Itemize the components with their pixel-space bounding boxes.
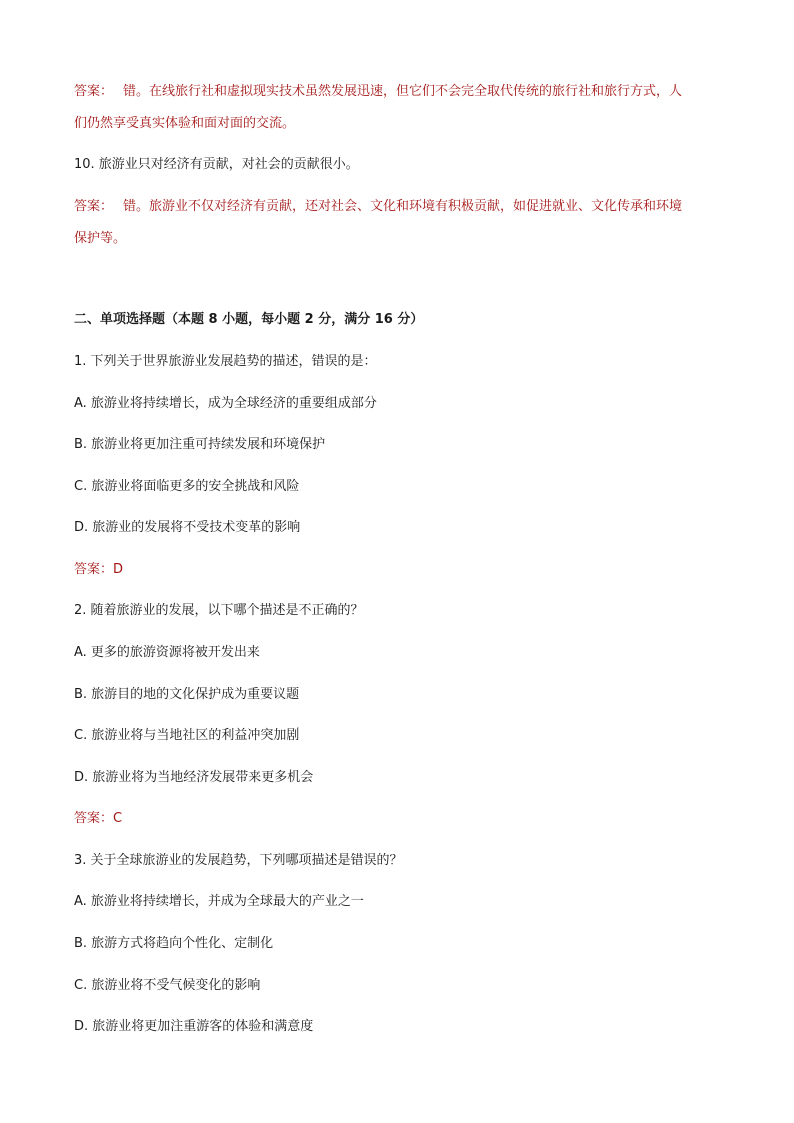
answer-body: 错。在线旅行社和虚拟现实技术虽然发展迅速，但它们不会完全取代传统的旅行社和旅行方式，人 <box>123 84 683 99</box>
option-c: C. 旅游业将不受气候变化的影响 <box>74 978 261 993</box>
answer-text <box>74 199 734 215</box>
answer-text <box>74 84 734 100</box>
question-text: 1. 下列关于世界旅游业发展趋势的描述，错误的是： <box>74 354 377 369</box>
option-c: C. 旅游业将与当地社区的利益冲突加剧 <box>74 728 300 743</box>
question-text: 3. 关于全球旅游业的发展趋势，下列哪项描述是错误的？ <box>74 853 403 868</box>
answer-text: 答案：D <box>74 562 124 577</box>
option-b: B. 旅游方式将趋向个性化、定制化 <box>74 936 274 951</box>
option-b: B. 旅游目的地的文化保护成为重要议题 <box>74 687 300 702</box>
question-text: 10. 旅游业只对经济有贡献，对社会的贡献很小。 <box>74 157 359 172</box>
option-a: A. 更多的旅游资源将被开发出来 <box>74 645 260 660</box>
option-d: D. 旅游业将更加注重游客的体验和满意度 <box>74 1019 314 1034</box>
option-a: A. 旅游业将持续增长，并成为全球最大的产业之一 <box>74 894 364 909</box>
option-d: D. 旅游业的发展将不受技术变革的影响 <box>74 520 301 535</box>
answer-text-continued: 保护等。 <box>74 231 127 246</box>
question-text: 2. 随着旅游业的发展，以下哪个描述是不正确的？ <box>74 603 364 618</box>
answer-prefix: 答案： <box>74 199 114 214</box>
answer-body: 错。旅游业不仅对经济有贡献，还对社会、文化和环境有积极贡献，如促进就业、文化传承和环境 <box>123 199 683 214</box>
option-d: D. 旅游业将为当地经济发展带来更多机会 <box>74 770 314 785</box>
answer-prefix: 答案： <box>74 84 114 99</box>
option-a: A. 旅游业将持续增长，成为全球经济的重要组成部分 <box>74 396 377 411</box>
option-b: B. 旅游业将更加注重可持续发展和环境保护 <box>74 437 326 452</box>
answer-text-continued: 们仍然享受真实体验和面对面的交流。 <box>74 116 296 131</box>
option-c: C. 旅游业将面临更多的安全挑战和风险 <box>74 479 300 494</box>
answer-text: 答案：C <box>74 811 123 826</box>
section-title: 二、单项选择题（本题 8 小题，每小题 2 分，满分 16 分） <box>74 312 424 327</box>
